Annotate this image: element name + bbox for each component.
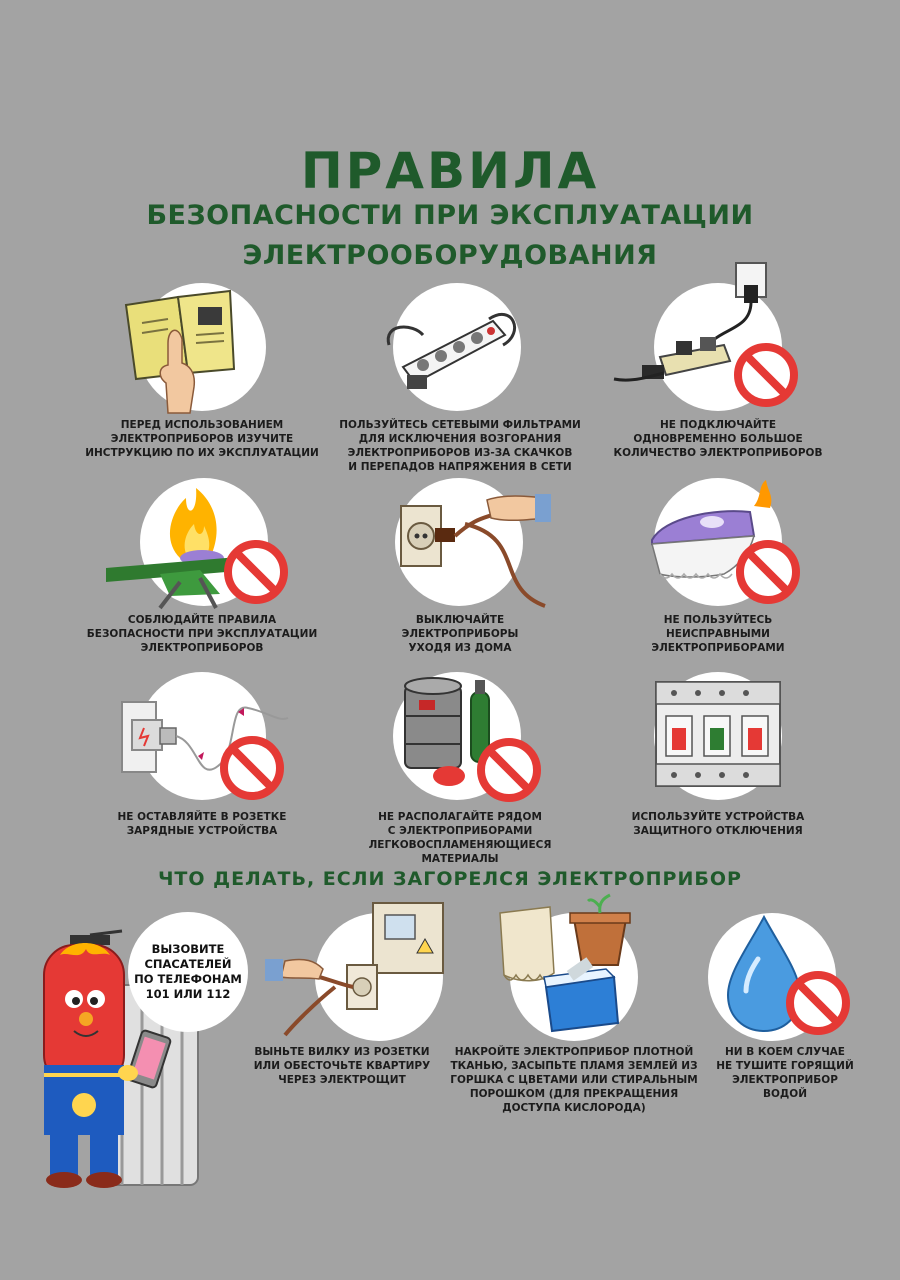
rule-9-caption [588, 810, 848, 838]
rule-3-caption [588, 418, 848, 460]
caption-line: ИСПОЛЬЗУЙТЕ УСТРОЙСТВА [631, 811, 805, 823]
rule-6-caption [588, 613, 848, 655]
step-2-circle [510, 913, 638, 1041]
caption-line: ЭЛЕКТРОПРИБОР [732, 1074, 838, 1086]
caption-line: ГОРШКА С ЦВЕТАМИ ИЛИ СТИРАЛЬНЫМ [450, 1074, 698, 1086]
flammable-materials-icon [393, 672, 521, 800]
caption-line: НЕ ПОДКЛЮЧАЙТЕ [659, 419, 777, 431]
unplug-panel-icon [315, 913, 443, 1041]
caption-line: ПЕРЕД ИСПОЛЬЗОВАНИЕМ [120, 419, 284, 431]
caption-line: НЕ ОСТАВЛЯЙТЕ В РОЗЕТКЕ [117, 811, 287, 823]
caption-line: ЗАРЯДНЫЕ УСТРОЙСТВА [126, 825, 278, 837]
rule-1-caption [72, 418, 332, 460]
caption-line: ИЛИ ОБЕСТОЧЬТЕ КВАРТИРУ [253, 1060, 431, 1072]
caption-line: ДОСТУПА КИСЛОРОДА) [502, 1102, 646, 1114]
step-2-caption [438, 1045, 710, 1115]
caption-line: НЕ РАСПОЛАГАЙТЕ РЯДОМ [378, 811, 542, 823]
poster-subtitle-line-2: ЭЛЕКТРООБОРУДОВАНИЯ [242, 240, 658, 271]
caption-line: УХОДЯ ИЗ ДОМА [408, 642, 512, 654]
prohibition-sign-icon [790, 975, 846, 1031]
charger-in-socket-icon [138, 672, 266, 800]
rule-9-circle [654, 672, 782, 800]
caption-line: ПОРОШКОМ (ДЛЯ ПРЕКРАЩЕНИЯ [469, 1088, 679, 1100]
rule-8-caption [330, 810, 590, 866]
callout-line: ВЫЗОВИТЕ [151, 942, 225, 956]
rule-2-caption [330, 418, 590, 474]
prohibition-sign-icon [224, 740, 280, 796]
caption-line: НЕИСПРАВНЫМИ [666, 628, 770, 640]
poster-subtitle-line-1: БЕЗОПАСНОСТИ ПРИ ЭКСПЛУАТАЦИИ [146, 200, 754, 231]
rule-1-circle [138, 283, 266, 411]
caption-line: И ПЕРЕПАДОВ НАПРЯЖЕНИЯ В СЕТИ [348, 461, 572, 473]
call-rescuers-callout [128, 912, 248, 1032]
rule-7-circle [138, 672, 266, 800]
step-3-circle [708, 913, 836, 1041]
rule-3-circle [654, 283, 782, 411]
caption-line: МАТЕРИАЛЫ [421, 853, 499, 865]
rule-8-circle [393, 672, 521, 800]
burning-iron-icon [140, 478, 268, 606]
caption-line: НЕ ПОЛЬЗУЙТЕСЬ [663, 614, 773, 626]
caption-line: ЭЛЕКТРОПРИБОРАМИ [651, 642, 785, 654]
instruction-book-icon [138, 283, 266, 411]
caption-line: ЛЕГКОВОСПЛАМЕНЯЮЩИЕСЯ [368, 839, 552, 851]
callout-line: 101 ИЛИ 112 [145, 987, 231, 1001]
caption-line: ЭЛЕКТРОПРИБОРОВ ИЗ-ЗА СКАЧКОВ [347, 447, 573, 459]
caption-line: НИ В КОЕМ СЛУЧАЕ [725, 1046, 845, 1058]
caption-line: ЭЛЕКТРОПРИБОРЫ [401, 628, 519, 640]
caption-line: ВЫКЛЮЧАЙТЕ [415, 614, 505, 626]
prohibition-sign-icon [228, 544, 284, 600]
caption-line: НАКРОЙТЕ ЭЛЕКТРОПРИБОР ПЛОТНОЙ [454, 1046, 694, 1058]
caption-line: ОДНОВРЕМЕННО БОЛЬШОЕ [633, 433, 803, 445]
fire-section-title: ЧТО ДЕЛАТЬ, ЕСЛИ ЗАГОРЕЛСЯ ЭЛЕКТРОПРИБОР [158, 868, 742, 890]
power-strip-icon [393, 283, 521, 411]
caption-line: НЕ ТУШИТЕ ГОРЯЩИЙ [716, 1060, 854, 1072]
towel-soil-powder-icon [510, 913, 638, 1041]
rule-6-circle [654, 478, 782, 606]
poster-title: ПРАВИЛА [300, 142, 600, 200]
caption-line: С ЭЛЕКТРОПРИБОРАМИ [387, 825, 533, 837]
caption-line: ИНСТРУКЦИЮ ПО ИХ ЭКСПЛУАТАЦИИ [85, 447, 319, 459]
rule-5-caption [330, 613, 590, 655]
caption-line: ЭЛЕКТРОПРИБОРОВ ИЗУЧИТЕ [110, 433, 294, 445]
caption-line: КОЛИЧЕСТВО ЭЛЕКТРОПРИБОРОВ [613, 447, 823, 459]
caption-line: ВОДОЙ [763, 1088, 807, 1100]
caption-line: ТКАНЬЮ, ЗАСЫПЬТЕ ПЛАМЯ ЗЕМЛЕЙ ИЗ [450, 1060, 698, 1072]
caption-line: ВЫНЬТЕ ВИЛКУ ИЗ РОЗЕТКИ [254, 1046, 430, 1058]
overloaded-outlet-icon [654, 283, 782, 411]
rule-7-caption [72, 810, 332, 838]
unplug-icon [395, 478, 523, 606]
prohibition-sign-icon [740, 544, 796, 600]
caption-line: БЕЗОПАСНОСТИ ПРИ ЭКСПЛУАТАЦИИ [86, 628, 318, 640]
rule-2-circle [393, 283, 521, 411]
step-1-circle [315, 913, 443, 1041]
step-3-caption [690, 1045, 880, 1101]
caption-line: ЭЛЕКТРОПРИБОРОВ [140, 642, 264, 654]
caption-line: ПОЛЬЗУЙТЕСЬ СЕТЕВЫМИ ФИЛЬТРАМИ [339, 419, 581, 431]
prohibition-sign-icon [738, 347, 794, 403]
caption-line: ЧЕРЕЗ ЭЛЕКТРОЩИТ [278, 1074, 406, 1086]
rule-5-circle [395, 478, 523, 606]
circuit-breaker-icon [654, 672, 782, 800]
faulty-iron-icon [654, 478, 782, 606]
caption-line: СОБЛЮДАЙТЕ ПРАВИЛА [127, 614, 277, 626]
callout-line: ПО ТЕЛЕФОНАМ [134, 972, 242, 986]
caption-line: ЗАЩИТНОГО ОТКЛЮЧЕНИЯ [633, 825, 803, 837]
rule-4-circle [140, 478, 268, 606]
caption-line: ДЛЯ ИСКЛЮЧЕНИЯ ВОЗГОРАНИЯ [358, 433, 562, 445]
step-1-caption [222, 1045, 462, 1087]
callout-line: СПАСАТЕЛЕЙ [144, 957, 232, 971]
water-drop-icon [708, 913, 836, 1041]
rule-4-caption [72, 613, 332, 655]
prohibition-sign-icon [481, 742, 537, 798]
